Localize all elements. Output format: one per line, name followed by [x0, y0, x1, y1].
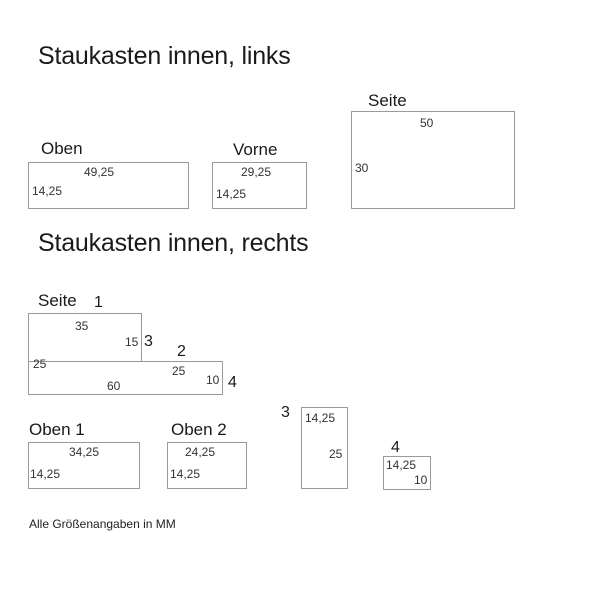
right-seite-label: Seite — [38, 291, 77, 310]
part3-side-dim: 25 — [329, 447, 343, 461]
section-right-title: Staukasten innen, rechts — [38, 229, 309, 257]
part3-marker: 3 — [281, 404, 290, 421]
right-oben1-label: Oben 1 — [29, 420, 85, 439]
right-seite-upper-right-dim: 15 — [125, 335, 139, 349]
right-seite-lower-right-dim: 10 — [206, 373, 220, 387]
right-seite-upper-top-dim: 35 — [75, 319, 89, 333]
left-oben-label: Oben — [41, 139, 83, 158]
right-seite-lower-step-dim: 25 — [172, 364, 186, 378]
left-vorne-left-dim: 14,25 — [216, 187, 247, 201]
part4-marker: 4 — [391, 439, 400, 456]
right-seite-left-dim: 25 — [33, 357, 47, 371]
right-seite-marker-4: 4 — [228, 374, 237, 391]
right-seite-bottom-dim: 60 — [107, 379, 121, 393]
left-vorne-label: Vorne — [233, 140, 278, 159]
right-seite-marker-3: 3 — [144, 333, 153, 350]
left-oben-top-dim: 49,25 — [84, 165, 115, 179]
right-seite-marker-1: 1 — [94, 294, 103, 311]
left-seite-top-dim: 50 — [420, 116, 434, 130]
right-oben1-top-dim: 34,25 — [69, 445, 100, 459]
left-seite-label: Seite — [368, 91, 407, 110]
right-oben1-left-dim: 14,25 — [30, 467, 61, 481]
left-oben-left-dim: 14,25 — [32, 184, 63, 198]
part4-top-dim: 14,25 — [386, 458, 417, 472]
footer-note: Alle Größenangaben in MM — [29, 517, 176, 531]
right-oben2-left-dim: 14,25 — [170, 467, 201, 481]
left-vorne-top-dim: 29,25 — [241, 165, 272, 179]
section-left-title: Staukasten innen, links — [38, 42, 291, 70]
part4-side-dim: 10 — [414, 473, 428, 487]
right-seite-marker-2: 2 — [177, 343, 186, 360]
part3-top-dim: 14,25 — [305, 411, 336, 425]
right-oben2-top-dim: 24,25 — [185, 445, 216, 459]
left-seite-left-dim: 30 — [355, 161, 369, 175]
right-oben2-label: Oben 2 — [171, 420, 227, 439]
